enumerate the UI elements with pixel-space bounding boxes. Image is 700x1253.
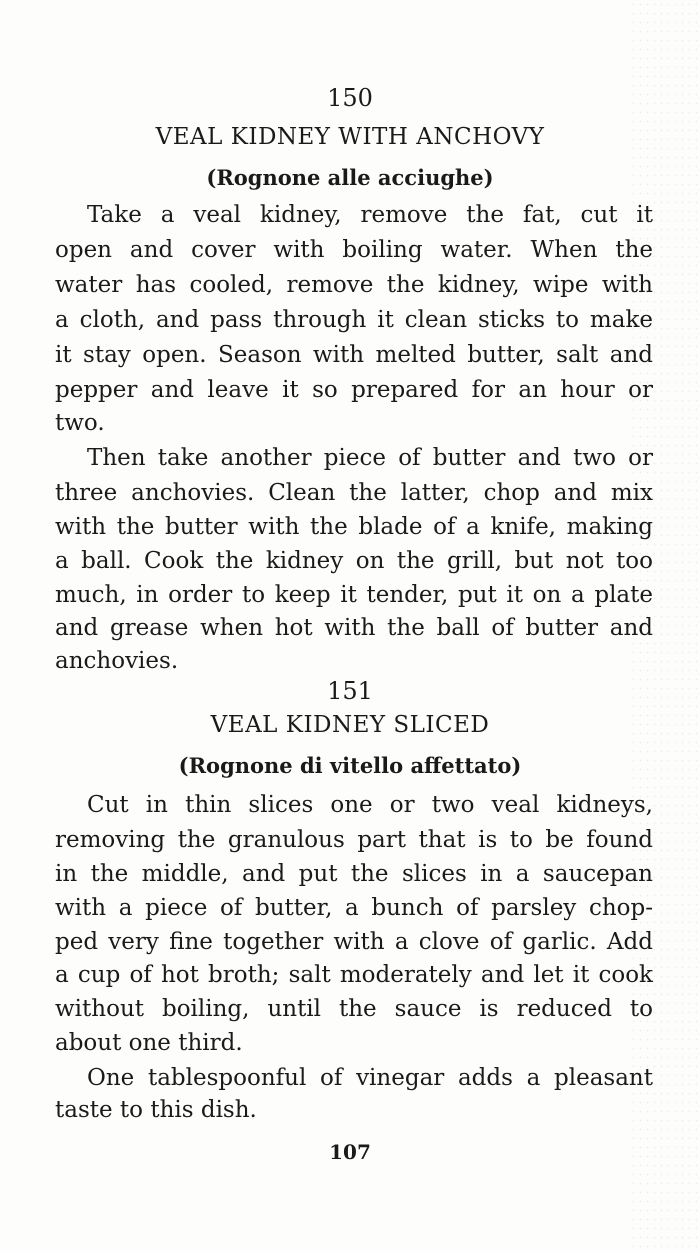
paragraph-line: and grease when hot with the ball of butter and bbox=[55, 615, 653, 641]
paragraph-line: Cut in thin slices one or two veal kidneys, bbox=[87, 792, 653, 818]
paragraph-line: ped very fine together with a clove of garlic. Add bbox=[55, 929, 653, 955]
paragraph-line: taste to this dish. bbox=[55, 1097, 257, 1123]
recipe-number: 151 bbox=[327, 677, 373, 705]
paragraph-line: it stay open. Season with melted butter, salt and bbox=[55, 342, 653, 368]
recipe-subtitle: (Rognone di vitello affettato) bbox=[178, 753, 522, 778]
paragraph-line: a ball. Cook the kidney on the grill, but not too bbox=[55, 548, 653, 574]
page-number: 107 bbox=[329, 1140, 371, 1164]
paragraph-line: pepper and leave it so prepared for an hour or bbox=[55, 377, 653, 403]
paragraph-line: open and cover with boiling water. When the bbox=[55, 237, 653, 263]
recipe-title: VEAL KIDNEY SLICED bbox=[210, 712, 490, 738]
paragraph-line: in the middle, and put the slices in a saucepan bbox=[55, 861, 653, 887]
paragraph-line: about one third. bbox=[55, 1030, 243, 1056]
paragraph-line: with a piece of butter, a bunch of parsley chop- bbox=[55, 895, 653, 921]
paragraph-line: with the butter with the blade of a knife, making bbox=[55, 514, 653, 540]
recipe-title: VEAL KIDNEY WITH ANCHOVY bbox=[155, 124, 545, 150]
paragraph-line: anchovies. bbox=[55, 648, 179, 674]
paragraph-line: water has cooled, remove the kidney, wipe with bbox=[55, 272, 653, 298]
paragraph-line: three anchovies. Clean the latter, chop and mix bbox=[55, 480, 653, 506]
paragraph-line: two. bbox=[55, 410, 105, 436]
paragraph-line: much, in order to keep it tender, put it on a plate bbox=[55, 582, 653, 608]
paragraph-line: Then take another piece of butter and two or bbox=[87, 445, 653, 471]
recipe-subtitle: (Rognone alle acciughe) bbox=[206, 165, 494, 190]
paragraph-line: without boiling, until the sauce is reduced to bbox=[55, 996, 653, 1022]
paragraph-line: One tablespoonful of vinegar adds a pleasant bbox=[87, 1065, 653, 1091]
paragraph-line: a cup of hot broth; salt moderately and let it cook bbox=[55, 962, 653, 988]
recipe-number: 150 bbox=[327, 84, 373, 112]
paragraph-line: a cloth, and pass through it clean sticks to make bbox=[55, 307, 653, 333]
paragraph-line: Take a veal kidney, remove the fat, cut it bbox=[87, 202, 653, 228]
paragraph-line: removing the granulous part that is to be found bbox=[55, 827, 653, 853]
